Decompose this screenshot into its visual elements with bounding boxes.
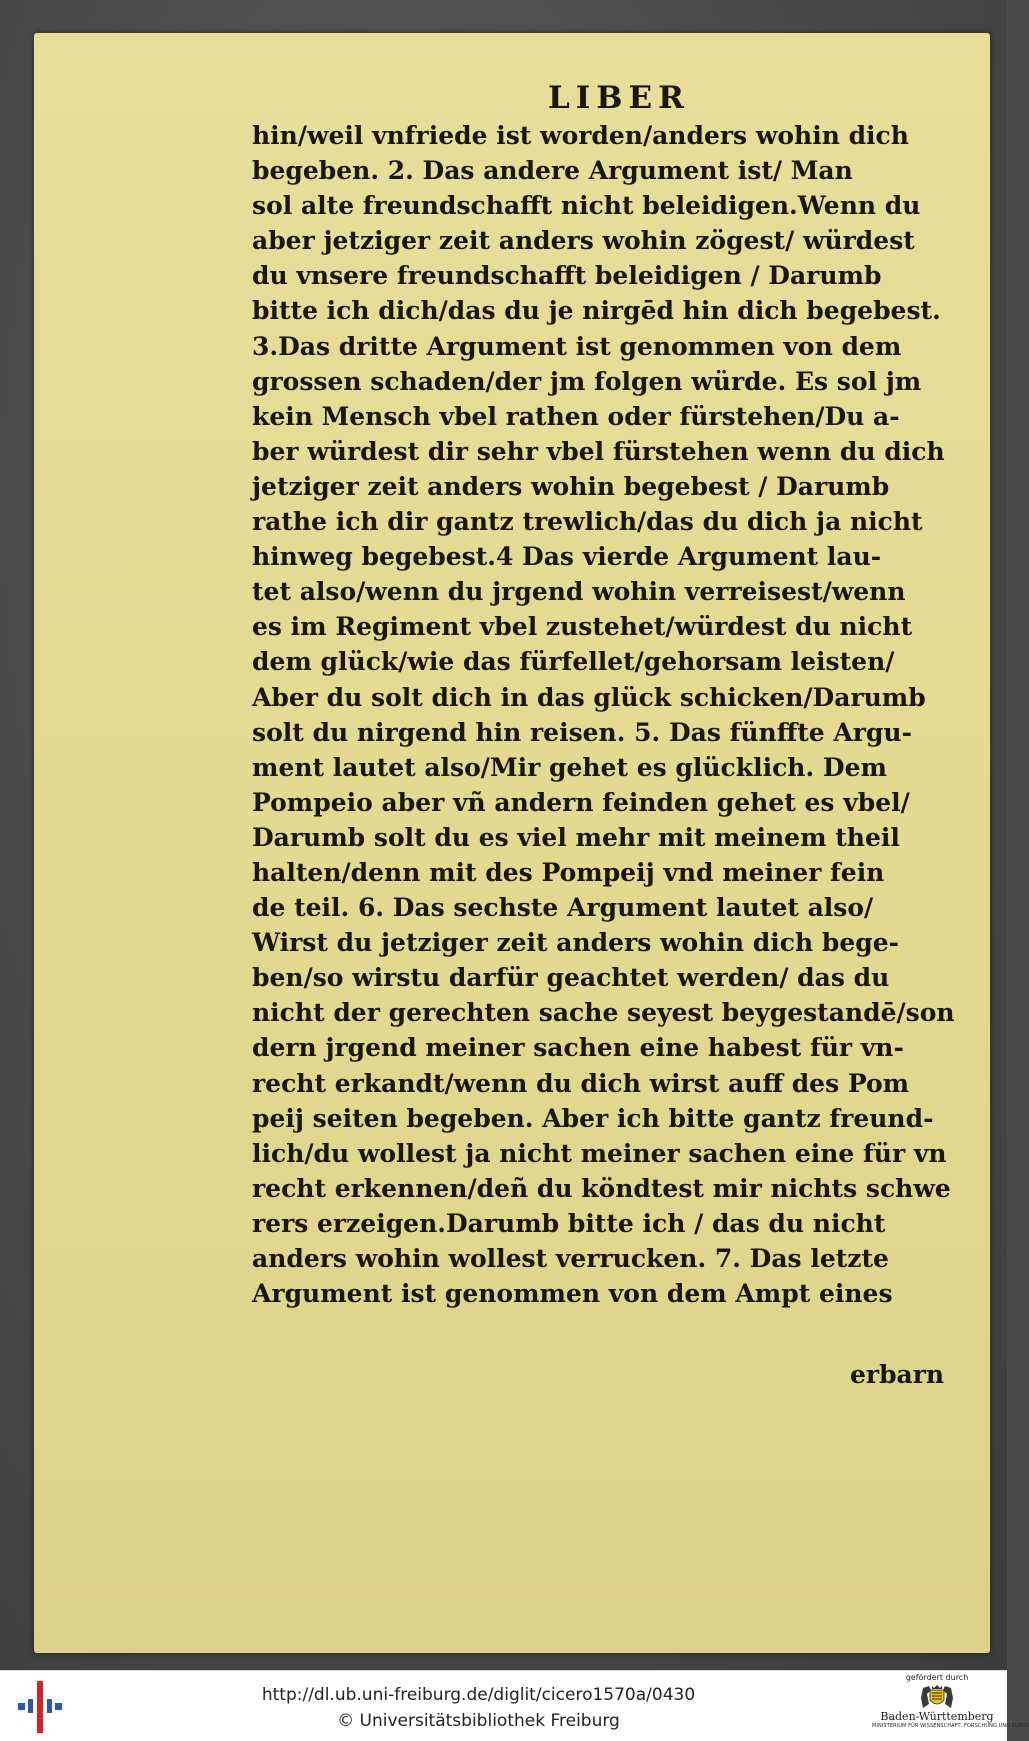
permalink-url[interactable]: http://dl.ub.uni-freiburg.de/diglit/cicero1570a/0430	[261, 1685, 696, 1705]
text-line: hin/weil vnfriede ist worden/anders wohin dich	[252, 121, 909, 150]
text-line: Darumb solt du es viel mehr mit meinem theil	[252, 822, 900, 852]
text-line: ber würdest dir sehr vbel fürstehen wenn du dich	[252, 436, 945, 466]
text-line: jetziger zeit anders wohin begebest / Darumb	[252, 471, 890, 501]
text-line: Wirst du jetziger zeit anders wohin dich bege-	[252, 928, 899, 958]
text-line: kein Mensch vbel rathen oder fürstehen/Du a-	[252, 401, 900, 431]
text-line: rathe ich dir gantz trewlich/das du dich ja nicht	[252, 507, 923, 537]
running-head: LIBER	[548, 80, 690, 116]
text-line: recht erkandt/wenn du dich wirst auff des Pom	[252, 1068, 910, 1098]
funder-name: Baden-Württemberg	[880, 1710, 994, 1723]
text-line: Aber du solt dich in das glück schicken/Darumb	[252, 682, 926, 712]
text-line: hinweg begebest.4 Das vierde Argument lau-	[252, 542, 882, 572]
text-line: de teil. 6. Das sechste Argument lautet also/	[252, 893, 874, 923]
text-line: bitte ich dich/das du je nirgēd hin dich begebest.	[252, 296, 941, 326]
text-line: recht erkennen/deñ du köndtest mir nichts schwe	[252, 1173, 951, 1203]
text-line: tet also/wenn du jrgend wohin verreisest/wenn	[252, 577, 906, 607]
page-text	[252, 118, 987, 1311]
text-line: Pompeio aber vñ andern feinden gehet es vbel/	[252, 787, 910, 817]
text-line: Argument ist genommen von dem Ampt eines	[252, 1279, 893, 1309]
catchword: erbarn	[850, 1360, 945, 1389]
viewer-footer	[0, 1670, 1029, 1741]
text-line: begeben. 2. Das andere Argument ist/ Man	[252, 156, 853, 186]
funder-block	[872, 1673, 1029, 1739]
text-line: solt du nirgend hin reisen. 5. Das fünffte Argu-	[252, 717, 912, 747]
text-line: peij seiten begeben. Aber ich bitte gantz freund-	[252, 1103, 934, 1133]
text-line: lich/du wollest ja nicht meiner sachen eine für vn	[252, 1138, 947, 1168]
funder-ministry: MINISTERIUM FÜR WISSENSCHAFT, FORSCHUNG UND KUNST	[872, 1723, 1029, 1729]
text-line: anders wohin wollest verrucken. 7. Das letzte	[252, 1244, 889, 1273]
text-line: dern jrgend meiner sachen eine habest für vn-	[252, 1033, 904, 1063]
text-line: du vnsere freundschafft beleidigen / Darumb	[252, 261, 882, 291]
funder-label: gefördert durch	[905, 1673, 969, 1682]
text-line: halten/denn mit des Pompeij vnd meiner fein	[252, 857, 885, 887]
text-line: ben/so wirstu darfür geachtet werden/ das du	[252, 963, 890, 993]
baden-wuerttemberg-crest-icon	[917, 1684, 957, 1710]
text-line: aber jetziger zeit anders wohin zögest/ würdest	[252, 226, 915, 256]
text-line: rers erzeigen.Darumb bitte ich / das du nicht	[252, 1208, 886, 1238]
text-line: ment lautet also/Mir gehet es glücklich. Dem	[252, 752, 887, 782]
text-line: grossen schaden/der jm folgen würde. Es sol jm	[252, 366, 922, 396]
text-line: sol alte freundschafft nicht beleidigen.Wenn du	[252, 191, 921, 221]
text-line: dem glück/wie das fürfellet/gehorsam leisten/	[252, 647, 895, 677]
text-line: 3.Das dritte Argument ist genommen von dem	[252, 331, 902, 361]
copyright-notice: © Universitätsbibliothek Freiburg	[337, 1711, 620, 1731]
text-line: nicht der gerechten sache seyest beygestandē/son	[252, 998, 955, 1028]
text-line: es im Regiment vbel zustehet/würdest du nicht	[252, 612, 913, 642]
